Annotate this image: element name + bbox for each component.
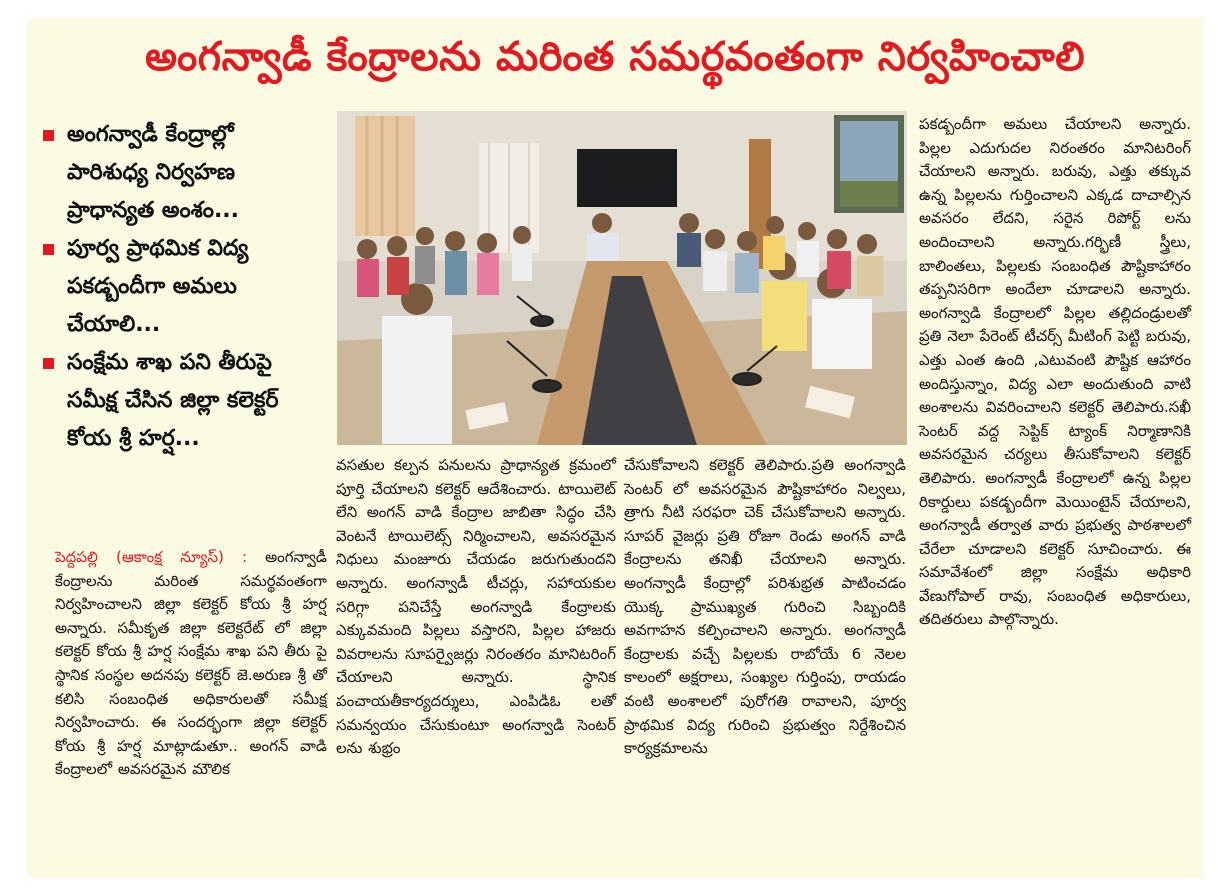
highlight-text: అంగన్వాడీ కేంద్రాల్లో పారిశుధ్య నిర్వహణ ప్రాధాన్యత అంశం...	[67, 122, 240, 223]
article-text: అంగన్వాడీ కేంద్రాలను మరింత సమర్థవంతంగా నిర్వహించాలని జిల్లా కలెక్టర్ కోయ శ్రీ హర్ష అన్నారు. సమీకృత జిల్లా కలెక్టరేట్ లో జిల్లా కలెక్టర్ కోయ శ్రీ హర్ష సంక్షేమ శాఖ పని తీరు పై స్థానిక సంస్థల అదనపు కలెక్టర్ జె.అరుణ శ్రీ తో కలిసి సంబంధిత అధికారులతో సమీక్ష నిర్వహించారు. ఈ సందర్భంగా జిల్లా కలెక్టర్ కోయ శ్రీ హర్ష మాట్లాడుతూ.. అంగన్ వాడి కేంద్రాలలో అవసరమైన మౌలిక	[55, 548, 327, 779]
article-column-1	[55, 546, 327, 782]
highlight-text: సంక్షేమ శాఖ పని తీరుపై సమీక్ష చేసిన జిల్లా కలెక్టర్ కోయ శ్రీ హర్ష...	[67, 350, 279, 451]
highlight-item	[43, 230, 313, 344]
article-text: వసతుల కల్పన పనులను ప్రాధాన్యత క్రమంలో పూర్తి చేయాలని కలెక్టర్ ఆదేశించారు. టాయిలెట్ లేని అంగన్ వాడి కేంద్రాల జాబితా సిద్ధం చేసి వెంటనే టాయిలెట్స్ నిర్మించాలని, అవసరమైన నిధులు మంజూరు చేయడం జరుగుతుందని అన్నారు. అంగన్వాడీ టీచర్లు, సహాయకుల సరిగ్గా పనిచేస్తే అంగన్వాడి కేంద్రాలకు ఎక్కువమంది పిల్లలు వస్తారని, పిల్లల హాజరు వివరాలను సూపర్వైజర్లు నిరంతరం మానిటరింగ్ చేయాలని అన్నారు. స్థానిక పంచాయతీకార్యదర్శులు, ఎంపిడిఓ లతో సమన్వయం చేసుకుంటూ అంగన్వాడి సెంటర్ లను శుభ్రం	[336, 456, 616, 758]
meeting-photo	[337, 111, 907, 445]
highlight-text: పూర్వ ప్రాథమిక విద్య పకడ్బందీగా అమలు చేయాలి...	[67, 236, 249, 337]
highlight-item	[43, 116, 313, 230]
article-column-2	[336, 454, 616, 761]
highlight-item	[43, 344, 313, 458]
square-bullet-icon	[43, 130, 54, 141]
dateline: పెద్దపల్లి (ఆకాంక్ష న్యూస్) :	[55, 548, 248, 566]
article-column-3	[624, 454, 906, 761]
square-bullet-icon	[43, 244, 54, 255]
newspaper-page	[27, 18, 1203, 878]
article-text: పకడ్బందీగా అమలు చేయాలని అన్నారు. పిల్లల ఎదుగుదల నిరంతరం మానిటరింగ్ చేయాలని అన్నారు. బరువు, ఎత్తు తక్కువ ఉన్న పిల్లలను గుర్తించాలని ఎక్కడ దాచాల్సిన అవసరం లేదని, సరైన రిపోర్ట్ లను అందించాలని అన్నారు.గర్భిణీ స్త్రీలు, బాలింతలు, పిల్లలకు సంబంధిత పౌష్టికాహారం తప్పనిసరిగా అందేలా చూడాలని అన్నారు. అంగన్వాడి కేంద్రాలలో పిల్లల తల్లిదండ్రులతో ప్రతి నెలా పేరెంట్ టీచర్స్ మీటింగ్ పెట్టి బరువు, ఎత్తు ఎంత ఉంది ,ఎటువంటి పౌష్టిక ఆహారం అందిస్తున్నాం, విద్య ఎలా అందుతుంది వాటి అంశాలను వివరించాలని కలెక్టర్ తెలిపారు.సఖీ సెంటర్ వద్ద సెప్టిక్ ట్యాంక్ నిర్మాణానికి అవసరమైన చర్యలు తీసుకోవాలని కలెక్టర్ తెలిపారు. అంగన్వాడీ కేంద్రాలలో ఉన్న పిల్లల రికార్డులు పకడ్బందీగా మెయింటైన్ చేయాలని, అంగన్వాడీ తర్వాత వారు ప్రభుత్వ పాఠశాలలో చేరేలా చూడాలని కలెక్టర్ సూచించారు. ఈ సమావేశంలో జిల్లా సంక్షేమ అధికారి వేణుగోపాల్ రావు, సంబంధిత అధికారులు, తదితరులు పాల్గొన్నారు.	[919, 115, 1191, 629]
square-bullet-icon	[43, 358, 54, 369]
highlights-box	[43, 116, 313, 458]
article-text: చేసుకోవాలని కలెక్టర్ తెలిపారు.ప్రతి అంగన్వాడి సెంటర్ లో అవసరమైన పౌష్టికాహారం నిల్వలు, త్రాగు నీటి సరఫరా చెక్ చేసుకోవాలని అన్నారు. సూపర్ వైజర్లు ప్రతి రోజూ రెండు అంగన్ వాడి కేంద్రాలను తనిఖీ చేయాలని అన్నారు. అంగన్వాడీ కేంద్రాల్లో పరిశుభ్రత పాటించడం యొక్క ప్రాముఖ్యత గురించి సిబ్బందికి అవగాహన కల్పించాలని అన్నారు. అంగన్వాడీ కేంద్రాలకు వచ్చే పిల్లలకు రాబోయే 6 నెలల కాలంలో అక్షరాలు, సంఖ్యల గుర్తింపు, రాయడం వంటి అంశాలలో పురోగతి రావాలని, పూర్వ ప్రాథమిక విద్య గురించి ప్రభుత్వం నిర్దేశించిన కార్యక్రమాలను	[624, 456, 906, 758]
headline: అంగన్వాడీ కేంద్రాలను మరింత సమర్థవంతంగా నిర్వహించాలి	[144, 34, 1086, 80]
article-column-4	[919, 113, 1191, 632]
meeting-photo-illustration	[337, 111, 907, 445]
